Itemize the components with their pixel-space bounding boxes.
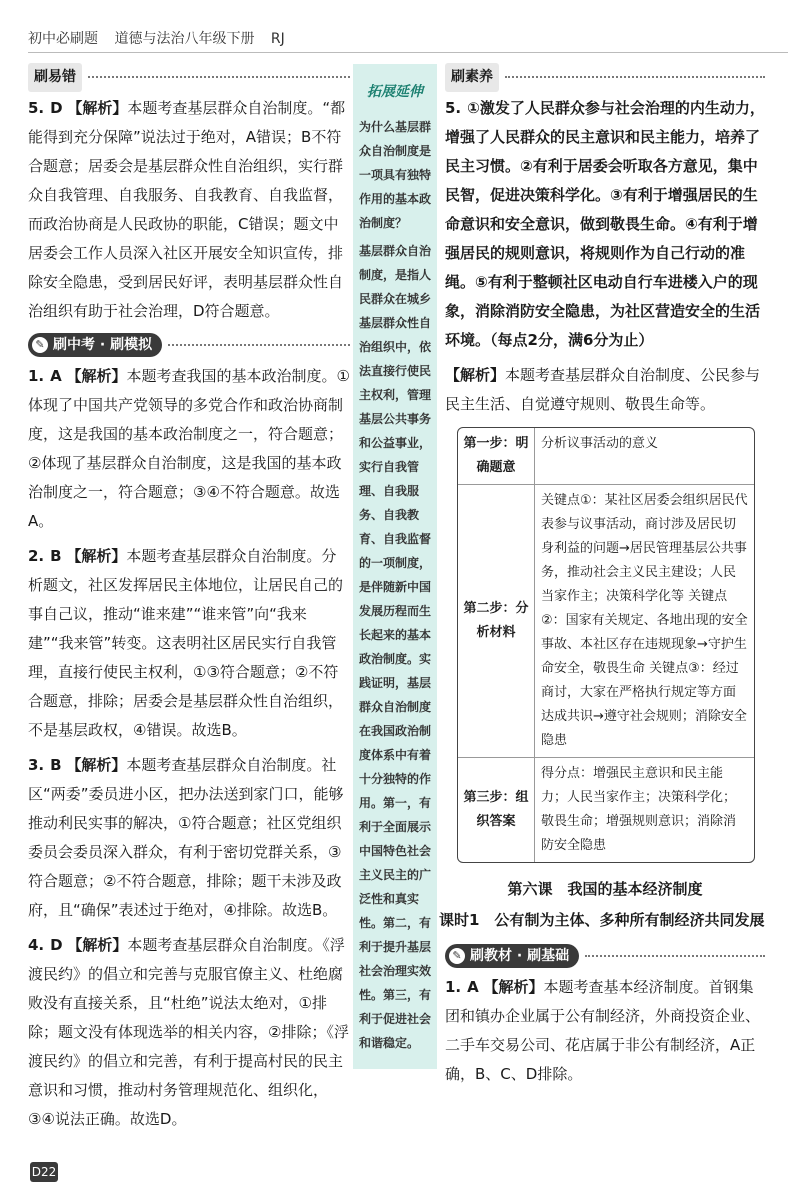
- divider: [88, 76, 350, 78]
- left-column: [28, 64, 350, 1140]
- section-zhongkao: [28, 332, 350, 358]
- page-number: D22: [30, 1162, 58, 1182]
- subject-name: 道德与法治八年级下册: [114, 31, 255, 47]
- table-content-cell: 关键点①：某社区居委会组织居民代表参与议事活动，商讨涉及居民切身利益的问题→居民管理基层公共事务，推动社会主义民主建设；人民当家作主；决策科学化等 关键点②：国家有关规定、各地出现的安全事故、本社区存在违规现象→守护生命安全，敬畏生命 关键点③：经过商讨，大家在严格执行规定等方面达成共识→遵守社会规则；消除安全隐患: [541, 493, 748, 748]
- section-zhongkao-pill: ✎ 刷中考 · 刷模拟: [28, 333, 162, 357]
- brush-icon: ✎: [32, 337, 48, 353]
- answer-item: 1. A 【解析】本题考查基本经济制度。首钢集团和镇办企业属于公有制经济，外商投资企业、二手车交易公司、花店属于非公有制经济，A正确，B、C、D排除。: [445, 978, 761, 1083]
- right-column: [439, 64, 765, 1095]
- table-row: [458, 758, 754, 862]
- analysis-text: 【解析】本题考查基层群众自治制度、公民参与民主生活、自觉遵守规则、敬畏生命等。: [445, 366, 761, 413]
- table-content-cell: 得分点：增强民主意识和民主能力；人民当家作主；决策科学化；敬畏生命；增强规则意识；消除消防安全隐患: [541, 766, 737, 853]
- extension-body: [353, 115, 437, 1055]
- divider: [585, 955, 765, 957]
- answer-item: 1. A 【解析】本题考查我国的基本政治制度。①体现了中国共产党领导的多党合作和政治协商制度，这是我国的基本政治制度之一，符合题意；②体现了基层群众自治制度，这是我国的基本政治制度之一，符合题意；③④不符合题意。故选A。: [28, 367, 350, 530]
- table-step-cell: 第二步：分析材料: [458, 485, 535, 757]
- page-header: [28, 28, 788, 53]
- answer-item: 5. ①激发了人民群众参与社会治理的内生动力，增强了人民群众的民主意识和民主能力，培养了民主习惯。②有利于居委会听取各方意见，集中民智，促进决策科学化。③有利于增强居民的生命意识和安全意识，做到敬畏生命。④有利于增强居民的规则意识，将规则作为自己行动的准绳。⑤有利于整顿社区电动自行车进楼入户的现象，消除消防安全隐患，为社区营造安全的生活环境。（每点2分，满6分为止）: [445, 99, 765, 349]
- lesson-title: 第六课 我国的基本经济制度: [507, 880, 703, 898]
- table-content-cell: 分析议事活动的意义: [541, 436, 659, 451]
- answer-item: 4. D 【解析】本题考查基层群众自治制度。《浮渡民约》的倡立和完善与克服官僚主义、杜绝腐败没有直接关系，且“杜绝”说法太绝对，①排除；题文没有体现选举的相关内容，②排除；《浮渡民约》的倡立和完善，有利于提高村民的民主意识和习惯，推动村务管理规范化、组织化，③④说法正确。故选D。: [28, 936, 349, 1128]
- series-name: 初中必刷题: [28, 31, 98, 47]
- answer-item: 3. B 【解析】本题考查基层群众自治制度。社区“两委”委员进小区，把办法送到家门口，能够推动利民实事的解决，①符合题意；社区党组织委员会委员深入群众，有利于密切党群关系，③符合题意；②不符合题意，排除；题干未涉及政府，且“确保”表述过于绝对，④排除。故选B。: [28, 756, 344, 919]
- extension-title: 拓展延伸: [367, 84, 423, 100]
- answer-item: 5. D 【解析】本题考查基层群众自治制度。“都能得到充分保障”说法过于绝对，A错误；B不符合题意；居委会是基层群众性自治组织，实行群众自我管理、自我服务、自我教育、自我监督，而政治协商是人民政协的职能，C错误；题文中居委会工作人员深入社区开展安全知识宣传，排除安全隐患，受到居民好评，表明基层群众性自治组织有助于社会治理，D符合题意。: [28, 99, 346, 320]
- section-suyang-label: 刷素养: [445, 63, 499, 92]
- table-step-cell: 第三步：组织答案: [458, 758, 535, 862]
- brush-icon: ✎: [449, 948, 465, 964]
- divider: [168, 344, 350, 346]
- table-step-cell: 第一步：明确题意: [458, 428, 535, 484]
- section-yicuo: [28, 64, 350, 90]
- extension-answer: 基层群众自治制度，是指人民群众在城乡基层群众性自治组织中，依法直接行使民主权利，管理基层公共事务和公益事业，实行自我管理、自我服务、自我教育、自我监督的一项制度，是伴随新中国发展历程而生长起来的基本政治制度。实践证明，基层群众自治制度在我国政治制度体系中有着十分独特的作用。第一，有利于全面展示中国特色社会主义民主的广泛性和真实性。第二，有利于提升基层社会治理实效性。第三，有利于促进社会和谐稳定。: [359, 244, 432, 1050]
- extension-sidebar: [353, 64, 437, 1069]
- table-row: [458, 485, 754, 758]
- extension-question: 为什么基层群众自治制度是一项具有独特作用的基本政治制度？: [359, 120, 432, 230]
- table-row: [458, 428, 754, 485]
- steps-table: [457, 427, 755, 863]
- section-jichu: [445, 943, 765, 969]
- section-jichu-pill: ✎ 刷教材 · 刷基础: [445, 944, 579, 968]
- divider: [505, 76, 765, 78]
- edition-label: RJ: [270, 31, 285, 47]
- lesson-subtitle: 课时1 公有制为主体、多种所有制经济共同发展: [439, 911, 765, 929]
- section-suyang: [445, 64, 765, 90]
- section-yicuo-label: 刷易错: [28, 63, 82, 92]
- answer-item: 2. B 【解析】本题考查基层群众自治制度。分析题文，社区发挥居民主体地位，让居民自己的事自己议，推动“谁来建”“谁来管”向“我来建”“我来管”转变。这表明社区居民实行自我管理，直接行使民主权利，①③符合题意；②不符合题意，排除；居委会是基层群众性自治组织，不是基层政权，④错误。故选B。: [28, 547, 344, 739]
